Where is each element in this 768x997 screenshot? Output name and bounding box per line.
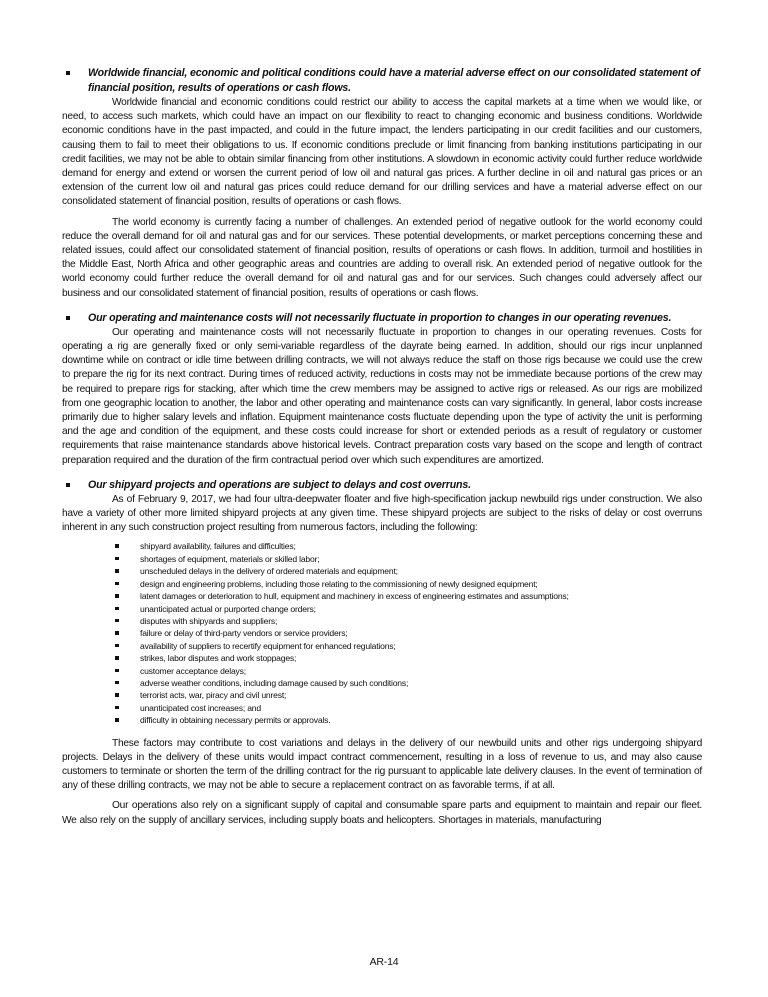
list-item: adverse weather conditions, including damage caused by such conditions;	[114, 677, 702, 689]
risk-factors-list	[62, 540, 702, 726]
square-bullet-icon	[66, 483, 70, 487]
list-item: availability of suppliers to recertify equipment for enhanced regulations;	[114, 640, 702, 652]
paragraph: As of February 9, 2017, we had four ultra-deepwater floater and five high-specification jackup newbuild rigs under construction. We also have a variety of other more limited shipyard projects at any given time. These shipyard projects are subject to the risks of delay or cost overruns inherent in any such construction project resulting from numerous factors, including the following:	[62, 493, 702, 534]
list-item: disputes with shipyards and suppliers;	[114, 615, 702, 627]
paragraph: The world economy is currently facing a number of challenges. An extended period of negative outlook for the world economy could reduce the overall demand for oil and natural gas and for our services. These potential developments, or market perceptions concerning these and related issues, could affect our consolidated statement of financial position, results of operations or cash flows. In addition, turmoil and hostilities in the Middle East, North Africa and other geographic areas and countries are adding to overall risk. An extended period of negative outlook for the world economy could further reduce the overall demand for oil and natural gas and for our services. Such changes could adversely affect our business and our consolidated statement of financial position, results of operations or cash flows.	[62, 216, 702, 299]
list-item: customer acceptance delays;	[114, 665, 702, 677]
document-page	[62, 66, 702, 828]
list-item: design and engineering problems, including those relating to the commissioning of newly designed equipment;	[114, 578, 702, 590]
heading-text: Our operating and maintenance costs will not necessarily fluctuate in proportion to changes in our operating revenues.	[88, 311, 672, 324]
square-bullet-icon	[66, 316, 70, 320]
list-item: difficulty in obtaining necessary permits or approvals.	[114, 714, 702, 726]
risk-heading-operating-costs	[62, 311, 702, 326]
list-item: unscheduled delays in the delivery of ordered materials and equipment;	[114, 565, 702, 577]
paragraph: Worldwide financial and economic conditions could restrict our ability to access the capital markets at a time when we would like, or need, to access such markets, which could have an impact on our flexibility to react to changing economic and business conditions. Worldwide economic conditions have in the past impacted, and could in the future impact, the lenders participating in our credit facilities and our customers, causing them to fail to meet their obligations to us. If economic conditions preclude or limit financing from banking institutions participating in our credit facilities, we may not be able to obtain similar financing from other institutions. A slowdown in economic activity could further reduce worldwide demand for energy and extend or worsen the current period of low oil and natural gas prices. A further decline in oil and natural gas prices or an extension of the current low oil and natural gas prices could reduce demand for our drilling services and have a material adverse effect on our consolidated statement of financial position, results of operations or cash flows.	[62, 97, 702, 208]
risk-heading-shipyard-projects	[62, 478, 702, 493]
paragraph: Our operating and maintenance costs will not necessarily fluctuate in proportion to changes in our operating revenues. Costs for operating a rig are generally fixed or only semi-variable regardless of the dayrate being earned. In addition, should our rigs incur unplanned downtime while on contract or idle time between drilling contracts, we will not always reduce the staff on those rigs because we could use the crew to prepare the rig for its next contract. During times of reduced activity, reductions in costs may not be immediate because portions of the crew may be required to prepare rigs for stacking, after which time the crew members may be assigned to active rigs or released. As our rigs are mobilized from one geographic location to another, the labor and other operating and maintenance costs can vary significantly. In general, labor costs increase primarily due to higher salary levels and inflation. Equipment maintenance costs fluctuate depending upon the type of activity the unit is performing and the age and condition of the equipment, and these costs could increase for short or extended periods as a result of regulatory or customer requirements that raise maintenance standards above historical levels. Contract preparation costs vary based on the scope and length of contract preparation required and the duration of the firm contractual period over which such expenditures are amortized.	[62, 326, 702, 466]
list-item: shortages of equipment, materials or skilled labor;	[114, 553, 702, 565]
list-item: unanticipated cost increases; and	[114, 702, 702, 714]
paragraph: These factors may contribute to cost variations and delays in the delivery of our newbuild units and other rigs undergoing shipyard projects. Delays in the delivery of these units would impact contract commencement, resulting in a loss of revenue to us, and may also cause customers to terminate or shorten the term of the drilling contract for the rig pursuant to applicable late delivery clauses. In the event of termination of any of these drilling contracts, we may not be able to secure a replacement contract on as favorable terms, if at all.	[62, 737, 702, 792]
list-item: shipyard availability, failures and difficulties;	[114, 540, 702, 552]
list-item: terrorist acts, war, piracy and civil unrest;	[114, 689, 702, 701]
list-item: failure or delay of third-party vendors or service providers;	[114, 627, 702, 639]
heading-text: Worldwide financial, economic and political conditions could have a material adverse effect on our consolidated statement of financial position, results of operations or cash flows.	[88, 67, 701, 94]
list-item: unanticipated actual or purported change orders;	[114, 603, 702, 615]
paragraph: Our operations also rely on a significant supply of capital and consumable spare parts and equipment to maintain and repair our fleet. We also rely on the supply of ancillary services, including supply boats and helicopters. Shortages in materials, manufacturing	[62, 800, 702, 826]
heading-text: Our shipyard projects and operations are subject to delays and cost overruns.	[88, 478, 471, 491]
page-number: AR-14	[369, 956, 399, 968]
square-bullet-icon	[66, 71, 70, 75]
list-item: latent damages or deterioration to hull, equipment and machinery in excess of engineering estimates and assumptions;	[114, 590, 702, 602]
risk-heading-worldwide-conditions	[62, 66, 702, 96]
list-item: strikes, labor disputes and work stoppages;	[114, 652, 702, 664]
